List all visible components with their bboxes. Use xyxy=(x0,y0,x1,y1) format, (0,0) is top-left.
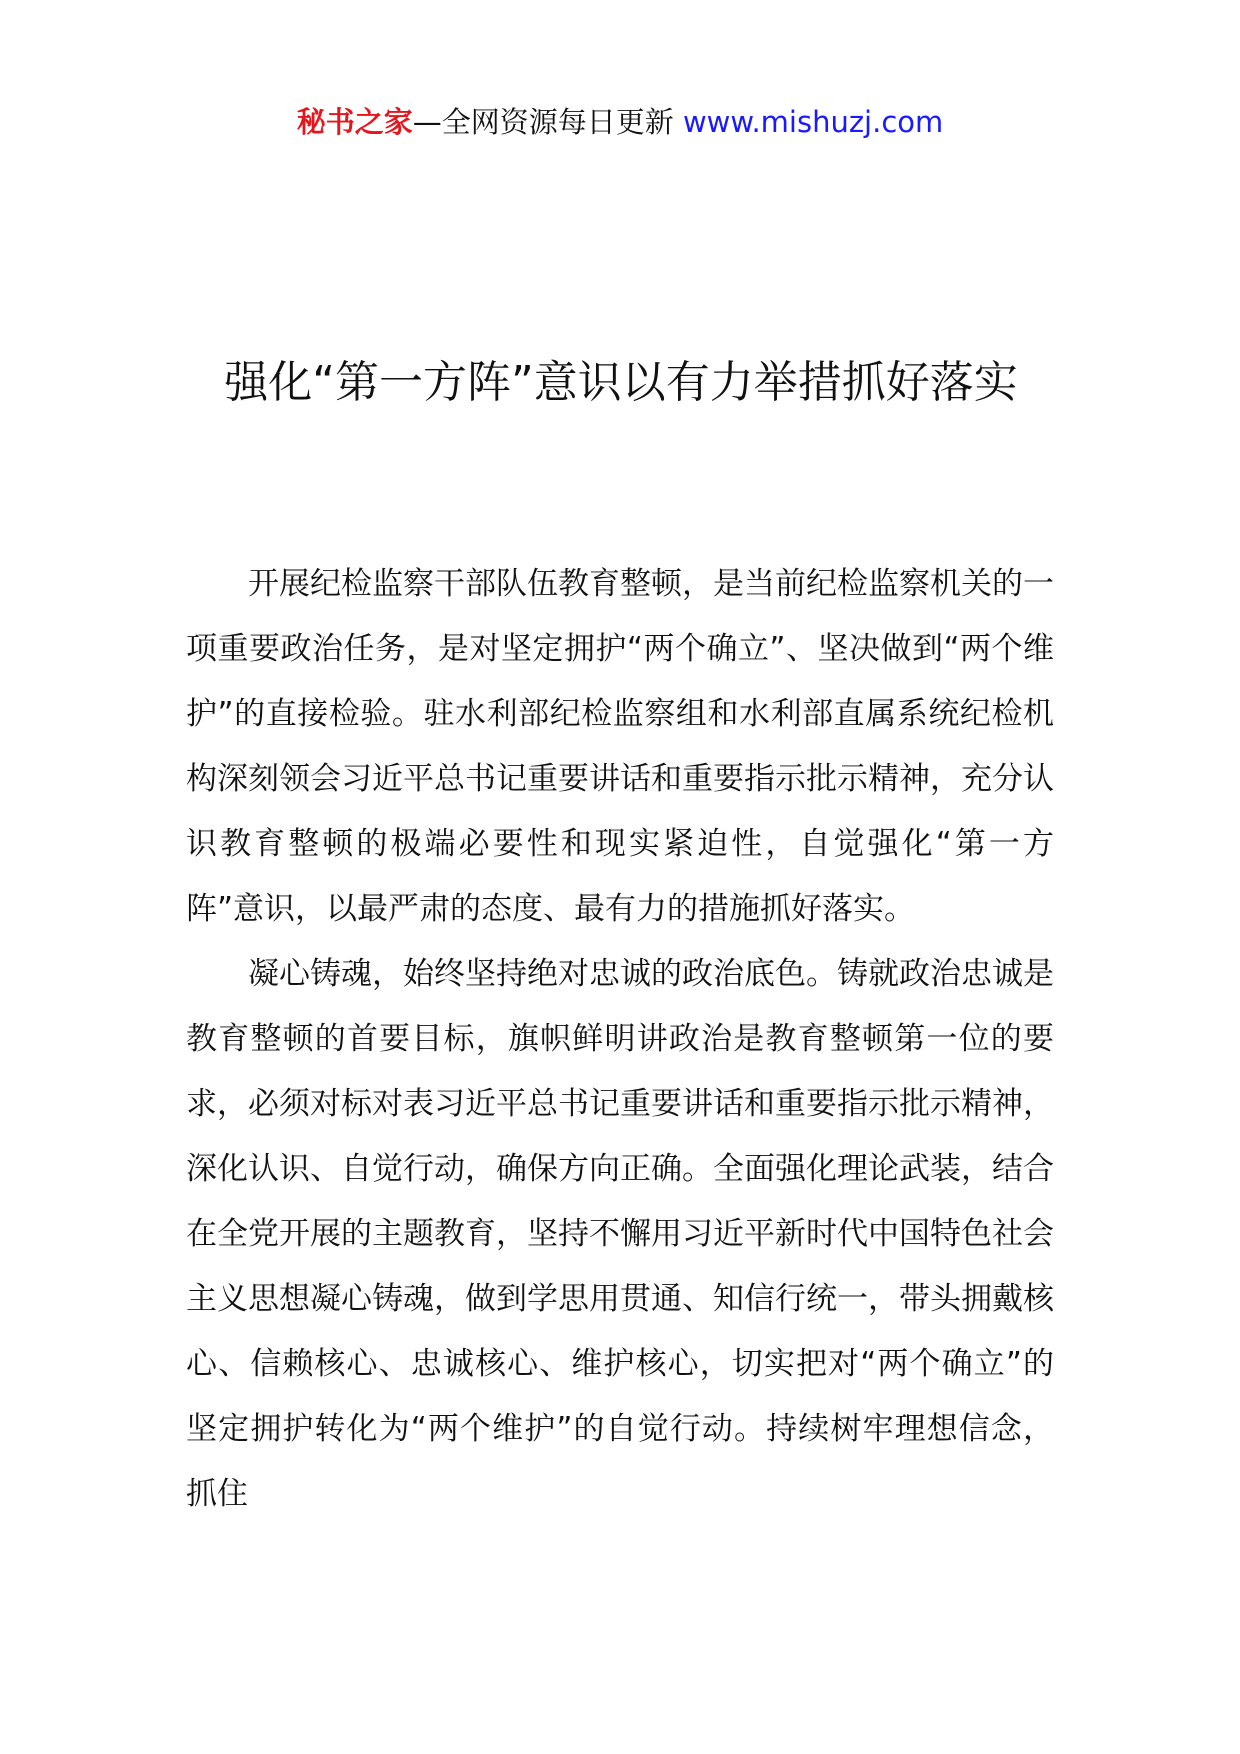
header-brand: 秘书之家 xyxy=(296,105,413,139)
paragraph: 开展纪检监察干部队伍教育整顿，是当前纪检监察机关的一项重要政治任务，是对坚定拥护“两个确立”、坚决做到“两个维护”的直接检验。驻水利部纪检监察组和水利部直属系统纪检机构深刻领会习近平总书记重要讲话和重要指示批示精神，充分认识教育整顿的极端必要性和现实紧迫性，自觉强化“第一方阵”意识，以最严肃的态度、最有力的措施抓好落实。 xyxy=(186,566,1054,927)
document-body xyxy=(186,552,1054,1527)
page-header xyxy=(0,100,1240,144)
header-tagline: —全网资源每日更新 xyxy=(412,105,674,139)
header-url-link[interactable]: www.mishuzj.com xyxy=(682,105,944,139)
document-title: 强化“第一方阵”意识以有力举措抓好落实 xyxy=(224,357,1018,408)
paragraph: 凝心铸魂，始终坚持绝对忠诚的政治底色。铸就政治忠诚是教育整顿的首要目标，旗帜鲜明讲政治是教育整顿第一位的要求，必须对标对表习近平总书记重要讲话和重要指示批示精神，深化认识、自觉行动，确保方向正确。全面强化理论武装，结合在全党开展的主题教育，坚持不懈用习近平新时代中国特色社会主义思想凝心铸魂，做到学思用贯通、知信行统一，带头拥戴核心、信赖核心、忠诚核心、维护核心，切实把对“两个确立”的坚定拥护转化为“两个维护”的自觉行动。持续树牢理想信念，抓住 xyxy=(186,956,1054,1512)
